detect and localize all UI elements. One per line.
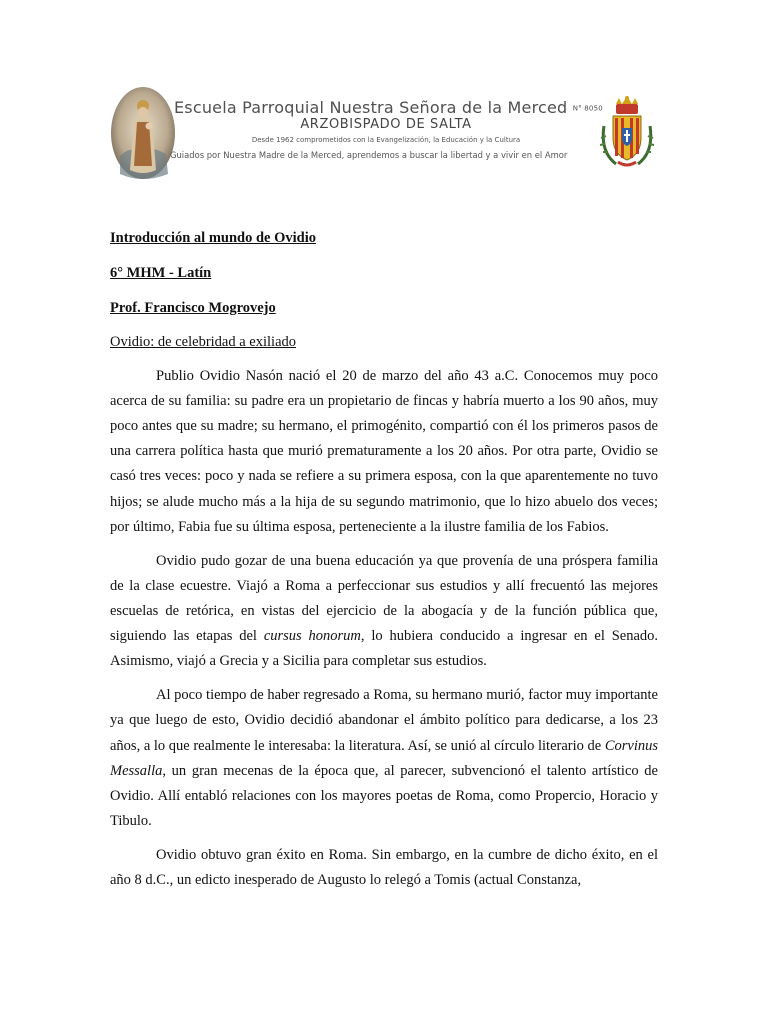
coat-of-arms-icon	[596, 92, 658, 172]
letterhead	[110, 84, 658, 184]
section-title: Ovidio: de celebridad a exiliado	[110, 334, 297, 351]
school-motto: Guiados por Nuestra Madre de la Merced, aprendemos a buscar la libertad y a vivir en el Amor	[170, 150, 568, 160]
school-number: N° 8050	[572, 104, 603, 113]
since-line: Desde 1962 comprometidos con la Evangelización, la Educación y la Cultura	[251, 136, 521, 144]
document-body	[110, 226, 658, 902]
archdiocese-name: ARZOBISPADO DE SALTA	[300, 117, 472, 132]
document-title: Introducción al mundo de Ovidio	[110, 230, 317, 246]
madonna-icon	[110, 86, 176, 180]
school-name: Escuela Parroquial Nuestra Señora de la Merced	[174, 98, 568, 117]
teacher-name: Prof. Francisco Mogrovejo	[110, 299, 276, 316]
paragraph-1: Publio Ovidio Nasón nació el 20 de marzo del año 43 a.C. Conocemos muy poco acerca de su familia: su padre era un propietario de fincas y habría muerto a los 90 años, muy poco antes que su madre; su hermano, el primogénito, compartió con él los primeros pasos de una carrera política hasta que murió prematuramente a los 20 años. Por otra parte, Ovidio se casó tres veces: poco y nada se refiere a su primera esposa, con la que aparentemente no tuvo hijos; se alude mucho más a la hija de su segundo matrimonio, que lo hizo abuelo dos veces; por último, Fabia fue su última esposa, perteneciente a la ilustre familia de los Fabios.	[110, 367, 658, 535]
paragraph-3: Al poco tiempo de haber regresado a Roma, su hermano murió, factor muy importante ya que luego de esto, Ovidio decidió abandonar el ámbito político para dedicarse, a los 23 años, a lo que realmente le interesaba: la literatura. Así, se unió al círculo literario de Corvinus Messalla, un gran mecenas de la época que, al parecer, subvencionó el talento artístico de Ovidio. Allí entabló relaciones con los mayores poetas de Roma, como Propercio, Horacio y Tibulo.	[110, 687, 658, 830]
paragraph-4: Ovidio obtuvo gran éxito en Roma. Sin embargo, en la cumbre de dicho éxito, en el año 8 d.C., un edicto inesperado de Augusto lo relegó a Tomis (actual Constanza,	[110, 847, 658, 889]
paragraph-2: Ovidio pudo gozar de una buena educación ya que provenía de una próspera familia de la clase ecuestre. Viajó a Roma a perfeccionar sus estudios y allí frecuentó las mejores escuelas de retórica, en vistas del ejercicio de la abogacía y de la función pública que, siguiendo las etapas del cursus honorum, lo hubiera conducido a ingresar en el Senado. Asimismo, viajó a Grecia y a Sicilia para completar sus estudios.	[110, 552, 659, 670]
course-name: 6° MHM - Latín	[110, 264, 212, 281]
